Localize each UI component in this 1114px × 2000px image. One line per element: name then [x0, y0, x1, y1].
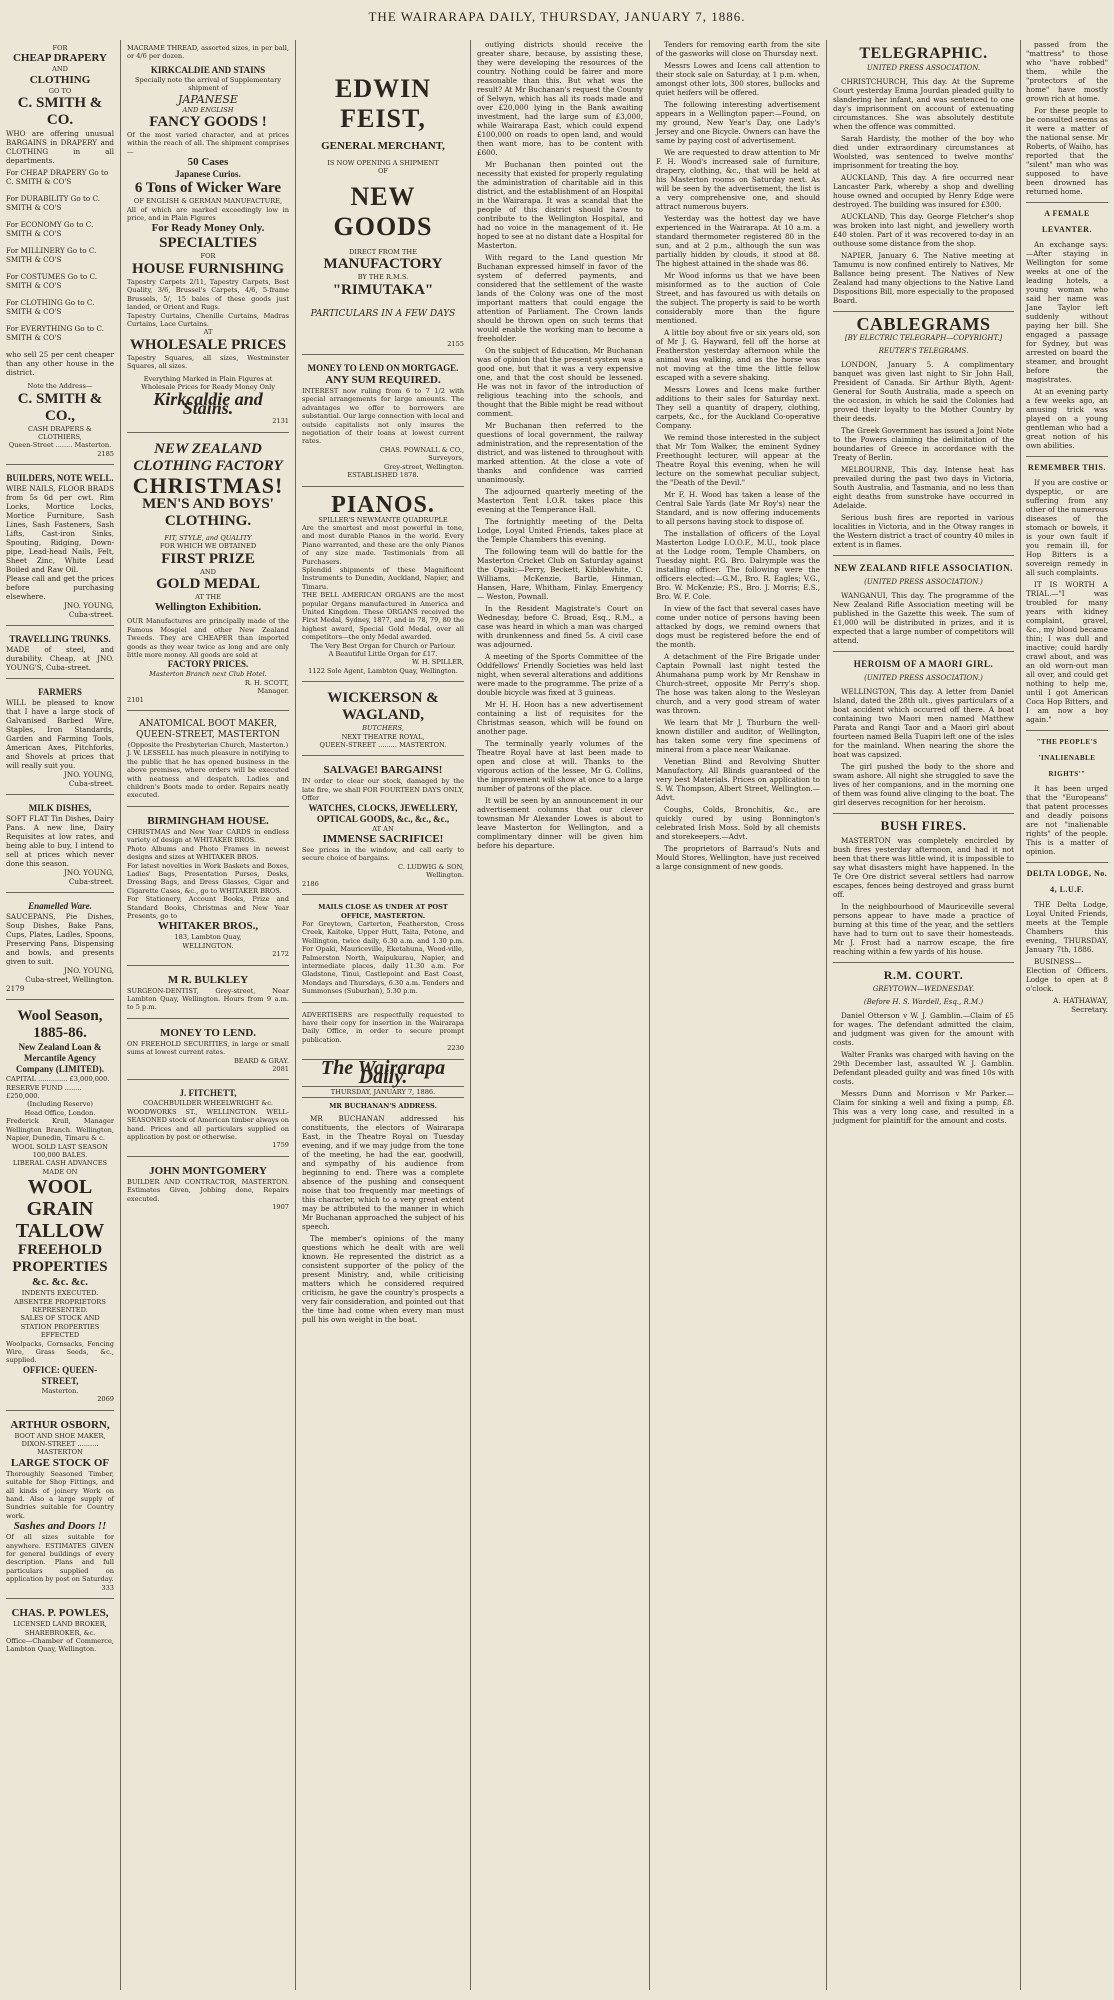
section-subheading: (UNITED PRESS ASSOCIATION.) [864, 578, 983, 586]
ad-line: INDENTS EXECUTED. [21, 1289, 99, 1298]
ad-number: 2155 [447, 339, 464, 348]
news-paragraph: We are requested to draw attention to Mr F. H. Wood's increased sale of furniture, drapery, clothing, &c., that will be held at his Masterton rooms on Saturday next. As will be seen by the advertisement, the list is a very comprehensive one, and should attract numerous buyers. [656, 148, 820, 211]
news-paragraph: At an evening party a few weeks ago, an amusing trick was played on a young gentleman who had a great notion of his own abilities. [1026, 387, 1108, 450]
ad-heading: HOUSE FURNISHING [131, 260, 285, 277]
ad-line: Note the Address— [27, 382, 93, 391]
mortgage-advert [302, 359, 464, 486]
ad-line: 183, Lambton Quay, [174, 933, 242, 942]
ad-number: 2081 [272, 1065, 289, 1073]
ad-line: AND [52, 65, 68, 74]
ad-line: OF ENGLISH & GERMAN MANUFACTURE, [133, 197, 283, 206]
ad-signature: Grey-street, Wellington. [383, 462, 464, 471]
ad-line: WELLINGTON. [182, 941, 234, 950]
ad-heading: C. SMITH & CO., [17, 390, 103, 424]
ad-line: For COSTUMES Go to C. SMITH & CO'S [6, 272, 98, 291]
news-paragraph: Messrs Dunn and Morrison v Mr Parker.—Claim for sinking a well and fixing a pump, £8. This was a very long case, and resulted in a judgment for plaintiff for the amount and costs. [833, 1089, 1014, 1125]
news-paragraph: In the neighbourhood of Mauriceville several persons appear to have made a practice of burning at this time of the year, and the settlers have had to turn out to save their homesteads. Mr J. Frost had a narrow escape, the fire reaching within a few yards of his house. [833, 902, 1014, 956]
ad-line: The Very Best Organ for Church or Parlour. [310, 641, 456, 650]
news-paragraph: The installation of officers of the Loyal Masterton Lodge I.O.O.F., M.U., took place at the Lodge room, Temple Chambers, on Tuesday night. P.G. Bro. Dalrymple was the installing officer. The following were the officers elected:—G.M., Bro. R. Eagles; V.G., Bro. W. McKenzie; P.S., Bro. J. Morris; E.S., Bro. W. F. Cole. [656, 529, 820, 601]
ad-body: CHRISTMAS and New Year CARDS in endless variety of design at WHITAKER BROS. [127, 827, 289, 845]
section-subheading: REUTER'S TELEGRAMS. [878, 347, 969, 355]
ad-line: BOOT AND SHOE MAKER, DIXON-STREET .......... MASTERTON [14, 1431, 106, 1457]
ad-line: WOOL SOLD LAST SEASON 100,000 BALES. [12, 1142, 108, 1159]
ad-line: For ECONOMY Go to C. SMITH & CO'S [6, 220, 94, 239]
ad-line: For MILLINERY Go to C. SMITH & CO'S [6, 246, 97, 265]
section-heading: REMEMBER THIS. [1026, 456, 1108, 476]
ad-signature: Manager. [257, 687, 289, 696]
news-paragraph: Yesterday was the hottest day we have experienced in the Wairarapa. At 10 a.m. a standard thermometer registered 80 in the sun, and at 2 p.m., although the sun was partially hidden by clouds, it stood at 88. The highest attained in the shade was 86. [656, 214, 820, 268]
news-paragraph: The following team will do battle for the Masterton Cricket Club on Saturday against the Opaki:—Perry, Beckett, Kibblewhite, C. Williams, McKenzie, Bartle, Hinman, Hansen, Hare, Whitham, Finlay. Emergency — Weston, Pownall. [477, 547, 643, 601]
editorial-section [302, 1056, 464, 1325]
ad-line: QUEEN-STREET ......... MASTERTON. [319, 741, 447, 750]
ad-number: 333 [101, 1583, 114, 1592]
news-paragraph: The Greek Government has issued a Joint Note to the Powers claiming the delimitation of the boundaries of Greece in accordance with the Treaty of Berlin. [833, 426, 1014, 462]
news-paragraph: Serious bush fires are reported in various localities in Victoria, and in the Otway ranges in the Western district a tract of country 40 miles in extent is in flames. [833, 513, 1014, 549]
news-paragraph: THE Delta Lodge, Loyal United Friends, meets at the Temple Chambers this evening, THURSDAY, January 7th, 1886. [1026, 900, 1108, 954]
ad-body: WIRE NAILS, FLOOR BRADS from 5s 6d per cwt. Rim Locks, Mortice Locks, Mortice Furniture, Sash Lines, Sash Fasteners, Sash Lifts, Cast-iron Sinks, Spouting, Ridging, Down-pipe, Lead-head Nails, Felt, Sheet Zinc, White Lead Boiled and Raw Oil. [6, 484, 114, 575]
ad-heading: BUILDERS, NOTE WELL. [6, 473, 114, 484]
ad-body: See prices in the window, and call early to secure choice of bargains. [302, 846, 464, 863]
ad-body: SAUCEPANS, Pie Dishes, Soup Dishes, Bake Pans, Cups, Plates, Ladles, Spoons, Preserving Pans, Dispensing and bowls, and presents given to suit. [6, 912, 114, 967]
section-subheading: GREYTOWN—WEDNESDAY. [872, 985, 975, 993]
news-paragraph: Mr Buchanan then pointed out the necessity that existed for properly regulating the administration of charitable aid in this district, and the establishment of an Hospital in the Wairarapa. It was a scandal that the people of this district should have to contribute to the Wellington Hospital, and had no voice in the management of it. He hoped to see at no distant date a Hospital for Masterton. [477, 160, 643, 250]
ad-heading: FANCY GOODS ! [149, 114, 267, 131]
news-paragraph: We learn that Mr J. Thurburn the well-known distiller and auditor, of Wellington, has taken some very fine specimens of mineral from a place near Waikanae. [656, 718, 820, 754]
ad-heading: "RIMUTAKA" [332, 281, 434, 298]
news-paragraph: The fortnightly meeting of the Delta Lodge, Loyal United Friends, takes place at the Temple Chambers this evening. [477, 517, 643, 544]
ad-line: AND ENGLISH [182, 105, 234, 114]
ad-line: Masterton Branch next Club Hotel. [149, 670, 267, 679]
montgomery-advert [127, 1161, 289, 1218]
mails-notice [302, 899, 464, 1002]
section-heading: DELTA LODGE, No. 4, L.U.F. [1026, 862, 1108, 898]
news-paragraph: NAPIER, January 6. The Native meeting at Tamumu is now confined entirely to Natives, Mr Ballance being present. The Natives of New Zealand had many objections to the Native Land Dispositions Bill, more especially to the proposed Board. [833, 251, 1014, 305]
ad-body: For latest novelties in Work Baskets and Boxes, Ladies' Bags, Presentation Purses, Desks, Dressing Bags, and Dress Glasses, Cigar and Cigarette Cases, &c., go to WHITAKER BROS. [127, 861, 289, 895]
news-paragraph: Messrs Lowes and Icens call attention to their stock sale on Saturday, at 1 p.m. when, amongst other lots, 300 stores, bullocks and quiet heifers will be offered. [656, 61, 820, 97]
ad-body: BUILDER AND CONTRACTOR, MASTERTON. Estimates Given, Jobbing done, Repairs executed. [127, 1177, 289, 1203]
notice-body: ADVERTISERS are respectfully requested to have their copy for insertion in the Wairarapa Daily Office, in order to secure prompt publication. [302, 1010, 464, 1044]
news-paragraph: An exchange says:—After staying in Wellington for some weeks at one of the leading hotels, a young woman who said her name was Jane Taylor left suddenly without paying her bill. She engaged a passage for Sydney, but was arrested on board the steamer, and brought before the magistrates. [1026, 240, 1108, 384]
ad-signature: JNO. YOUNG, [64, 601, 114, 611]
ad-line: SALES OF STOCK AND STATION PROPERTIES EFFECTED [20, 1314, 100, 1340]
ad-body: WILL be pleased to know that I have a large stock of Galvanised Barbed Wire, Staples, Iron Standards, Garden and Farming Tools, American Axes, Pitchforks, and Shovels at prices that will really suit you. [6, 698, 114, 771]
ad-heading: CHRISTMAS! [132, 472, 284, 498]
ad-body: WOODWORKS ST., WELLINGTON. WELL-SEASONED stock of American timber always on hand. Prices and all particulars supplied on application by post or otherwise. [127, 1107, 289, 1142]
ad-body: Of the most varied character, and at prices within the reach of all. The shipment comprises— [127, 131, 289, 156]
news-paragraph: Mr Buchanan then referred to the questions of local government, the railway administration, and the representation of the district, and was listened to throughout with marked attention. At the close a vote of thanks and confidence was carried unanimously. [477, 421, 643, 484]
ad-number: 2131 [272, 417, 289, 426]
news-paragraph: LONDON, January 5. A complimentary banquet was given last night to Sir John Hall, President of Canada. Sir Arthur Blyth, Agent-General for South Australia, made a speech on the occasion, in which he said the Colonies had proved their loyalty to the Mother Country by their deeds. [833, 360, 1014, 423]
milk-advert [6, 799, 114, 893]
money-advert [127, 1023, 289, 1081]
section-heading: A FEMALE LEVANTER. [1026, 202, 1108, 238]
paper-title: The Wairarapa Daily. [320, 1056, 446, 1088]
farmers-advert [6, 683, 114, 795]
ad-heading: MEN'S AND BOYS' CLOTHING. [142, 495, 274, 529]
news-paragraph: passed from the "mattress" to those who "have robbed" them, while the "protectors of the home" have mostly grown rich at home. [1026, 40, 1108, 103]
ad-line: For CHEAP DRAPERY Go to C. SMITH & CO'S [6, 168, 109, 187]
news-paragraph: Mr Wood informs us that we have been misinformed as to the auction of Cole Street, and has favoured us with details on the subject. The property is said to be worth considerably more than the figure mentioned. [656, 271, 820, 325]
section-heading: CABLEGRAMS [833, 311, 1014, 332]
ad-body: ON FREEHOLD SECURITIES, in large or small sums at lowest current rates. [127, 1039, 289, 1057]
section-subheading: UNITED PRESS ASSOCIATION. [866, 64, 981, 72]
news-paragraph: MASTERTON was completely encircled by bush fires yesterday afternoon, and had it not been that there was little wind, it is impossible to say what disasters might have happened. In the Te Ore Ore district several settlers had narrow escapes, fences being destroyed and grass burnt off. [833, 836, 1014, 899]
column-2 [121, 40, 295, 1990]
ad-line: RESERVE FUND ........ £250,000. [6, 1083, 82, 1101]
news-paragraph: BUSINESS—Election of Officers. Lodge to open at 8 o'clock. [1026, 957, 1108, 993]
ad-heading: TALLOW [15, 1220, 105, 1243]
ad-heading: WHOLESALE PRICES [129, 336, 287, 353]
ad-body: SOFT FLAT Tin Dishes, Dairy Pans. A new line, Dairy Requisites at low rates, and being able to buy, I intend to sell at prices which never done this season. [6, 814, 114, 869]
ad-heading: EDWIN FEIST, [334, 74, 431, 133]
ad-line: BUTCHERS, [362, 724, 404, 733]
ad-body: Splendid shipments of these Magnificent Instruments to Dunedin, Auckland, Napier, and Timaru. [302, 565, 464, 591]
news-paragraph: AUCKLAND, This day. A fire occurred near Lancaster Park, whereby a shop and dwelling house owned and occupied by Henry Edge were destroyed. The building was insured for £300. [833, 173, 1014, 209]
news-paragraph: outlying districts should receive the greater share, because, by assisting these, they were developing the resources of the country. Nothing could be fairer and more reasonable than this. But what was the result? At Mr Buchanan's request the County of Selwyn, which has all its roads made and over £20,000 lying in the Bank awaiting investment, had the large sum of £3,000, while Wairarapa East, which could expend £100,000 on roads to open land, and would then want more, has to be content with £600. [477, 40, 643, 157]
ad-body: THE BELL AMERICAN ORGANS are the most popular Organs manufactured in America and United Kingdom. These ORGANS received the First Medal, Sydney, 1877, and in 78, 79, 80 the highest award, Special Gold Medal, over all competitors—the only Medal awarded. [302, 591, 464, 642]
ad-line: BY THE R.M.S. [357, 273, 409, 282]
ad-heading: SALVAGE! BARGAINS! [323, 764, 443, 777]
news-paragraph: Sarah Hardisty, the mother of the boy who died under extraordinary circumstances at Woolsted, was sentenced to twelve months' imprisonment for treating the boy. [833, 134, 1014, 170]
ad-heading: MONEY TO LEND ON MORTGAGE. [307, 363, 459, 374]
ad-line: Masterton. [41, 1386, 79, 1395]
section-heading: BUSH FIRES. [833, 813, 1014, 834]
section-heading: TELEGRAPHIC. [859, 45, 988, 62]
ad-heading: JOHN MONTGOMERY [149, 1164, 267, 1177]
ad-heading: Sashes and Doors !! [13, 1520, 107, 1533]
ad-number: 2185 [97, 449, 114, 458]
news-paragraph: Tenders for removing earth from the site of the gasworks will close on Thursday next. [656, 40, 820, 58]
ad-line: For EVERYTHING Go to C. SMITH & CO'S [6, 324, 104, 343]
ad-heading: SPECIALTIES [159, 235, 257, 252]
ad-signature: CHAS. POWNALL & CO., [379, 445, 464, 454]
ad-heading: Wool Season, 1885-86. [17, 1008, 103, 1042]
ad-line: LICENSED LAND BROKER, SHAREBROKER, &c. [13, 1620, 107, 1637]
advertisers-notice [302, 1007, 464, 1060]
ad-body: WHO are offering unusual BARGAINS in DRAPERY and CLOTHING in all departments. [6, 129, 114, 166]
news-paragraph: If you are costive or dyspeptic, or are suffering from any other of the numerous diseases of the stomach or bowels, it is your own fault if you remain ill, for Hop Bitters is a sovereign remedy in all such complaints. [1026, 478, 1108, 577]
ad-body: For Stationery, Account Books, Prize and Standard Books, Christmas and New Year Presents, go to [127, 895, 289, 920]
ad-signature: Cuba-street, Wellington. [25, 975, 114, 985]
smith-advert [6, 40, 114, 465]
column-4 [471, 40, 649, 1990]
news-paragraph: On the subject of Education, Mr Buchanan was of opinion that the present system was a good one, but that it was a very expensive one, and that the cost should be lessened. He was not in favor of the introduction of religious teaching into the schools, and thought that the Bible might be read without comment. [477, 346, 643, 418]
article-title: MR BUCHANAN'S ADDRESS. [329, 1102, 437, 1110]
ad-body: IN order to clear our stock, damaged by the late fire, we shall FOR FOURTEEN DAYS ONLY, Offer [302, 777, 464, 803]
ad-heading: CHAS. P. POWLES, [11, 1607, 109, 1620]
ad-body: who sell 25 per cent cheaper than any other house in the district. [6, 350, 114, 378]
ad-body: All of which are marked exceedingly low in price, and in Plain Figures [127, 205, 289, 223]
ad-heading: WICKERSON & WAGLAND, [327, 690, 439, 724]
ad-body: Please call and get the prices before purchasing elsewhere. [6, 574, 114, 602]
news-paragraph: The terminally yearly volumes of the Theatre Royal have at last been made to open and close at will. Thanks to the vigorous action of the lessee, Mr G. Collins, the improvement will show at once to a large number of patrons of the place. [477, 739, 643, 793]
notice-heading: MAILS CLOSE AS UNDER AT POST OFFICE, MASTERTON. [318, 903, 448, 920]
column-7 [1020, 40, 1114, 1990]
ad-heading: NEW ZEALAND CLOTHING FACTORY [133, 440, 283, 474]
news-paragraph: IT IS WORTH A TRIAL.—"I was troubled for many years with kidney complaint, gravel, &c., my blood became thin; I was dull and inactive; could hardly crawl about, and was an old worn-out man all over, and could get nothing to help me, until I got American Coca Hop Bitters, and I am now a boy again." [1026, 580, 1108, 724]
ad-body: INTEREST now ruling from 6 to 7 1/2 with special arrangements for large amounts. The advantages we offer to borrowers are substantial. Our large connection with local and outside capitalists not only insures the negotiation of their loans at lowest current rates. [302, 387, 464, 446]
ad-line: IS NOW OPENING A SHIPMENT [327, 159, 439, 167]
powles-advert [6, 1603, 114, 1660]
ad-line: PARTICULARS IN A FEW DAYS [310, 308, 456, 319]
ad-number: 2101 [127, 695, 144, 704]
news-paragraph: WELLINGTON, This day. A letter from Daniel Island, dated the 28th ult., gives particulars of a boat accident which occurred off there. A boat containing two Maori men named Matthew Parata and Rangi Taor and a Maori girl about fourteen named Bella Tuapiri left one of the isles for the mainland. When nearing the shore the boat was capsized. [833, 687, 1014, 759]
ad-line: CAPITAL .............. £3,000,000. [6, 1075, 110, 1084]
ad-heading: JAPANESE [178, 92, 238, 106]
trunks-advert [6, 630, 114, 679]
news-paragraph: Walter Franks was charged with having on the 29th December last, assaulted W. J. Gamblin. Defendant pleaded guilty and was fined 10s with costs. [833, 1050, 1014, 1086]
ad-body: MADE of steel, and durability. Cheap, at JNO. YOUNG'S, Cuba-street. [6, 645, 114, 673]
ad-line: SPILLER'S NEWMANTE QUADRUPLE [318, 515, 448, 524]
ad-body: Thoroughly Seasoned Timber, suitable for Shop Fittings, and all kinds of joinery Work on hand. Also a large supply of Sundries suitable for Country work. [6, 1469, 114, 1520]
ad-heading: M R. BULKLEY [167, 973, 249, 986]
ad-heading: NEW GOODS [333, 181, 433, 241]
ad-signature: C. LUDWIG & SON, [398, 862, 464, 871]
ad-number: 1759 [272, 1141, 289, 1150]
ad-body: Woolpacks, Cornsacks, Fencing Wire, Grass Seeds, &c., supplied. [6, 1339, 114, 1365]
ad-heading: OFFICE: QUEEN-STREET, [22, 1364, 98, 1386]
ad-line: Queen-Street ........ Masterton. [8, 441, 112, 450]
anatomical-advert [127, 715, 289, 807]
ad-line: FOR WHICH WE OBTAINED [159, 542, 257, 551]
ad-line: ABSENTEE PROPRIETORS REPRESENTED. [14, 1297, 106, 1314]
ad-heading: GOLD MEDAL [156, 575, 260, 592]
ad-heading: CLOTHING [29, 73, 91, 86]
news-paragraph: CHRISTCHURCH, This day. At the Supreme Court yesterday Emma Jourdan pleaded guilty to slandering her infant, and was sentenced to one day's imprisonment on account of extenuating circumstances. She was absolutely destitute when the offence was committed. [833, 77, 1014, 131]
ad-signature: Surveyors, [428, 454, 464, 463]
wickerson-advert [302, 686, 464, 756]
ad-body: MACRAME THREAD, assorted sizes, in per ball, or 4/6 per dozen. [127, 44, 289, 61]
article-paragraph: The member's opinions of the many questions which he dealt with are well known. He represented the district as a consistent supporter of the policy of the present Ministry, and, while criticising matters which he considered required criticism, he gave the country's prospects a very fair consideration, and pointed out that the time had come when every man must pull his own weight in the boat. [302, 1234, 464, 1325]
ad-heading: GRAIN [26, 1198, 94, 1221]
wool-advert [6, 1004, 114, 1410]
ad-line: CASH DRAPERS & CLOTHIERS, [28, 424, 92, 442]
ad-heading: MONEY TO LEND. [159, 1026, 257, 1039]
news-paragraph: A detachment of the Fire Brigade under Captain Pownall last night tested the Ahumahana pump work by Mr Renshaw in Church-street, opposite Mr Perry's shop. The hose was taken along to the Wesleyan church, and a very good stream of water was thrown. [656, 652, 820, 715]
news-paragraph: MELBOURNE, This day. Intense heat has prevailed during the past two days in Victoria, South Australia, and Tasmania, and no less than eight deaths from sunstroke have occurred in Adelaide. [833, 465, 1014, 510]
news-paragraph: It has been urged that the "Europeans" that patent processes and deadly poisons are not "inalienable rights" of the people. This is a matter of opinion. [1026, 784, 1108, 856]
ad-heading: MANUFACTORY [323, 256, 443, 273]
ad-body: J. W. LESSELL has much pleasure in notifying to the public that he has opened business in the above premises, where orders will be executed with neatness and despatch. Ladies and children's Boots made to order. Repairs neatly executed. [127, 749, 289, 800]
news-paragraph: The adjourned quarterly meeting of the Masterton Tent I.O.R. takes place this evening at the Temperance Hall. [477, 487, 643, 514]
ad-signature: W. H. SPILLER, [412, 658, 464, 667]
ad-heading: For Ready Money Only. [151, 222, 265, 235]
ad-heading: C. SMITH & CO. [17, 95, 103, 129]
ad-heading: ARTHUR OSBORN, [10, 1418, 110, 1431]
ad-line: AT THE [195, 592, 221, 601]
ad-heading: PROPERTIES [12, 1259, 108, 1276]
news-paragraph: The proprietors of Barraud's Nuts and Mould Stores, Wellington, have just received a large consignment of new goods. [656, 844, 820, 871]
ad-line: LIBERAL CASH ADVANCES MADE ON [12, 1159, 108, 1176]
news-paragraph: Messrs Lowes and Icens make further additions to their sales for Saturday next. They sell a quantity of drapery, clothing, carpets, &c., for the Auckland Co-operative Company. [656, 385, 820, 430]
section-heading: NEW ZEALAND RIFLE ASSOCIATION. [833, 555, 1014, 576]
column-6 [827, 40, 1020, 1990]
ad-signature: R. H. SCOTT, [244, 678, 289, 687]
salvage-advert [302, 760, 464, 895]
section-subheading: (UNITED PRESS ASSOCIATION.) [864, 674, 983, 682]
ad-number: 1907 [272, 1203, 289, 1212]
notice-body: For Greytown, Carterton, Featherston, Cross Creek, Kaitoke, Upper Hutt, Taita, Petone, and Wellington, twice daily, 6.30 a.m. and 1.30 p.m. For Opaki, Mauriceville, Eketahuna, Wood-ville, Palmerston North, Waipukurau, Napier, and intermediate places, daily 11.30 a.m. For Gladstone, Tinui, Castlepoint and East Coast, Mondays and Thursdays, 6.30 a.m. Tenders and Summonses (Suburban), 5.30 p.m. [302, 919, 464, 996]
section-heading: R.M. COURT. [833, 962, 1014, 983]
ad-line: Specially note the arrival of Supplementary shipment of [135, 75, 281, 93]
ad-heading: KIRKCALDIE AND STAINS [150, 64, 266, 75]
ad-heading: TRAVELLING TRUNKS. [9, 634, 111, 645]
feist-advert [302, 40, 464, 355]
ad-line: (Opposite the Presbyterian Church, Masterton.) [127, 741, 289, 750]
ad-body: OUR Manufactures are principally made of the Famous Mosgiel and other New Zealand Tweeds. They are CHEAPER than imported goods as they wear twice as long and are only little more money. All goods are sold at [127, 617, 289, 659]
news-paragraph: AUCKLAND, This day. George Fletcher's shop was broken into last night, and jewellery worth £40 stolen. Part of it was recovered to-day in an outhouse some distance from the shop. [833, 212, 1014, 248]
ad-signature: Cuba-street. [68, 877, 114, 887]
ad-signature: JNO. YOUNG, [64, 868, 114, 878]
ad-heading: FARMERS [38, 687, 82, 698]
fitchett-advert [127, 1084, 289, 1156]
ad-heading: PIANOS. [331, 491, 435, 518]
ad-body: Tapestry Squares, all sizes, Westminster Squares, all sizes. [127, 353, 289, 371]
news-paragraph: In view of the fact that several cases have come under notice of persons having been attacked by dogs, we remind owners that dogs must be registered before the end of the month. [656, 604, 820, 649]
ad-heading: ANY SUM REQUIRED. [325, 374, 441, 387]
osborn-advert [6, 1415, 114, 1600]
ad-signature: Cuba-street. [68, 779, 114, 789]
ad-line: FOR [52, 44, 68, 52]
ad-heading: WOOL [27, 1176, 93, 1199]
news-paragraph: Venetian Blind and Revolving Shutter Manufactory. All Blinds guaranteed of the very best Materials. Prices on application to S. W. Thompson, Albert Street, Wellington.—Advt. [656, 757, 820, 802]
ad-number: 2172 [272, 950, 289, 959]
ad-heading: BIRMINGHAM HOUSE. [147, 814, 269, 827]
ad-heading: 6 Tons of Wicker Ware [134, 180, 282, 197]
paper-date: THURSDAY, JANUARY 7, 1886. [302, 1086, 464, 1098]
clothing-factory-advert [127, 437, 289, 711]
ad-signature: Secretary. [1071, 1005, 1108, 1014]
ad-heading: J. FITCHETT, [179, 1088, 237, 1099]
ad-line: COACHBUILDER WHEELWRIGHT &c. [142, 1099, 274, 1108]
ad-body: Photo Albums and Photo Frames in newest designs and sizes at WHITAKER BROS. [127, 844, 289, 862]
masthead: THE WAIRARAPA DAILY, THURSDAY, JANUARY 7, 1886. [368, 9, 746, 24]
ad-line: For CLOTHING Go to C. SMITH & CO'S [6, 298, 95, 317]
ad-heading: CHEAP DRAPERY [12, 52, 108, 65]
ad-line: (Including Reserve) [27, 1100, 93, 1109]
ad-heading: WHITAKER BROS., [157, 920, 259, 933]
birmingham-advert [127, 811, 289, 966]
article-paragraph: MR BUCHANAN addressed his constituents, the electors of Wairarapa East, in the Theatre Royal on Tuesday evening, and if we may judge from the tone of the meeting, he had the ear, goodwill, and sympathy of his audience from beginning to end. There was a complete absence of the pushing and consequent noise that too frequently mar meetings of this character, which to a very great extent may be attributed to the manner in which Mr Buchanan approached the subject of his speech. [302, 1114, 464, 1232]
ad-signature: BEARD & GRAY. [233, 1056, 289, 1065]
ad-line: AND [200, 567, 216, 576]
news-paragraph: The girl pushed the body to the shore and swam ashore. All night she struggled to save the lives of her companions, and in the morning one of them was found alive clinging to the boat. The girl deserves recognition for her heroism. [833, 762, 1014, 807]
ad-line: DIRECT FROM THE [349, 247, 417, 256]
ad-body: Tapestry Curtains, Chenille Curtains, Madras Curtains, Lace Curtains. [127, 311, 289, 328]
kirkcaldie-advert [127, 40, 289, 433]
news-paragraph: It will be seen by an announcement in our advertisement columns that our clever townsman Mr Alexander Lowes is about to leave Masterton for Wellington, and a complimentary dinner will be given him before his departure. [477, 796, 643, 850]
ad-heading: ANATOMICAL BOOT MAKER, QUEEN-STREET, MASTERTON [136, 719, 280, 741]
ad-signature: JNO. YOUNG, [64, 770, 114, 780]
ad-line: GO TO [48, 86, 72, 95]
section-subheading: (Before H. S. Wardell, Esq., R.M.) [863, 998, 984, 1006]
ad-number: 2186 [302, 879, 319, 888]
ad-body: SURGEON-DENTIST, Grey-street, Near Lambton Quay, Wellington. Hours from 9 a.m. to 5 p.m. [127, 986, 289, 1012]
news-paragraph: In the Resident Magistrate's Court on Wednesday, before C. Broad, Esq., R.M., a case was heard in which a man was charged with drunkenness and fined 5s. A civil case was adjourned. [477, 604, 643, 649]
ad-body: Tapestry Carpets 2/11, Tapestry Carpets, Best Quality, 3/6, Brussel's Carpets, 4/6, 5-frame Brussels, 5/, 15 bales of these goods just landed, or Orient and Rugs. [127, 277, 289, 312]
ad-heading: MILK DISHES, [28, 803, 92, 814]
ad-line: Everything Marked in Plain Figures at Wholesale Prices for Ready Money Only [141, 374, 275, 391]
ad-line: AT [203, 328, 213, 337]
section-subheading: [BY ELECTRIC TELEGRAPH—COPYRIGHT.] [844, 334, 1003, 342]
ad-line: A Beautiful Little Organ for £17. [328, 650, 438, 658]
ad-heading: LARGE STOCK OF [10, 1456, 110, 1469]
news-paragraph: With regard to the Land question Mr Buchanan expressed himself in favor of the system of deferred payments, and considered that the settlement of the waste lands of the Colony was one of the most important matters that could engage the attention of Parliament. The Crown lands should be thrown open on such terms that would enable the working man to become a freeholder. [477, 253, 643, 343]
ad-line: FOR [200, 252, 216, 261]
ad-signature: JNO. YOUNG, [64, 966, 114, 976]
ad-line: ESTABLISHED 1878. [347, 471, 419, 480]
ad-line: NEXT THEATRE ROYAL, [341, 732, 425, 741]
section-heading: HEROISM OF A MAORI GIRL. [833, 651, 1014, 672]
ad-body: Office—Chamber of Commerce, Lambton Quay, Wellington. [6, 1636, 114, 1654]
ad-heading: GENERAL MERCHANT, [321, 140, 445, 152]
ad-body: Of all sizes suitable for anywhere. ESTIMATES GIVEN for general buildings of every description. Plans and full particulars supplied on application by post on Saturday. [6, 1533, 114, 1584]
ad-signature: A. HATHAWAY, [1053, 996, 1108, 1005]
ad-heading: Enamelled Ware. [28, 901, 92, 912]
news-paragraph: For these people to be consulted seems as it were a matter of the national sense. Mr Roberts, of Waiho, has reported that the "silent" man who was supposed to have been drowned has returned home. [1026, 106, 1108, 196]
ad-heading: Wellington Exhibition. [154, 601, 262, 614]
builders-advert [6, 469, 114, 626]
news-paragraph: The following interesting advertisement appears in a Wellington paper:—Found, on my ground, New Year's Day, one Lady's Jersey and one Bicycle. Owners can have the same by paying cost of advertisement. [656, 100, 820, 145]
ad-heading: FIRST PRIZE [161, 550, 255, 567]
ad-line: For DURABILITY Go to C. SMITH & CO'S [6, 194, 101, 213]
ad-number: 2230 [447, 1044, 464, 1053]
ad-body: Frederick Krull, Manager Wellington Branch. Wellington, Napier, Dunedin, Timaru & c. [6, 1117, 114, 1143]
ad-signature: Cuba-street. [68, 610, 114, 620]
news-paragraph: A meeting of the Sports Committee of the Oddfellows' Friendly Societies was held last night, when several alterations and additions were made to the programme. The prize of a double bicycle was fixed at 3 guineas. [477, 652, 643, 697]
ad-signature: Wellington. [426, 871, 464, 880]
news-paragraph: We remind those interested in the subject that Mr Tom Walker, the eminent Sydney Freethought lecturer, will appear at the Theatre Royal this evening, when he will lecture on the somewhat peculiar subject, the "Death of the Devil." [656, 433, 820, 487]
ad-line: OF [378, 167, 388, 176]
pianos-advert [302, 491, 464, 683]
ad-heading: 50 Cases [187, 156, 229, 169]
column-1 [0, 40, 120, 1990]
news-paragraph: Daniel Otterson v W. J. Gamblin.—Claim of £5 for wages. The defendant admitted the claim, and judgment was given for the amount with costs. [833, 1011, 1014, 1047]
ad-line: 1122 Sole Agent, Lambton Quay, Wellington. [308, 666, 458, 675]
ad-line: FIT, STYLE, and QUALITY [164, 533, 252, 542]
column-5 [650, 40, 826, 1990]
bulkley-advert [127, 970, 289, 1019]
ad-body: Are the smartest and most powerful in tone, and most durable Pianos in the world. Every Piano warranted, and these are the only Pianos of any size made. Testimonials from all Purchasers. [302, 523, 464, 566]
ad-heading: New Zealand Loan & Mercantile Agency Company (LIMITED). [15, 1042, 104, 1075]
section-heading: "THE PEOPLE'S 'INALIENABLE RIGHTS'" [1026, 730, 1108, 782]
ad-line: Head Office, London. [24, 1108, 96, 1117]
ad-heading: FREEHOLD [17, 1242, 103, 1259]
ad-signature: Kirkcaldie and Stains. [153, 389, 263, 419]
ad-number: 2179 [6, 984, 25, 994]
ad-heading: FACTORY PRICES. [167, 659, 249, 670]
enamelled-advert [6, 897, 114, 1000]
news-paragraph: Coughs, Colds, Bronchitis, &c., are quickly cured by using Bonnington's celebrated Irish Moss. Sold by all chemists and storekeepers.—Advt. [656, 805, 820, 841]
ad-heading: &c. &c. &c. [32, 1276, 88, 1289]
news-paragraph: Mr H. H. Hoon has a new advertisement containing a list of requisites for the Christmas season, which will be found on another page. [477, 700, 643, 736]
news-paragraph: A little boy about five or six years old, son of Mr J. G. Hayward, fell off the horse at Featherston yesterday afternoon while the animal was walking, and as the horse was not moving at the time the little fellow escaped with a severe shaking. [656, 328, 820, 382]
ad-number: 2069 [97, 1395, 114, 1404]
ad-heading: Japanese Curios. [175, 169, 241, 180]
news-paragraph: WANGANUI, This day. The programme of the New Zealand Rifle Association meeting will be published in the Gazette this week. The sum of £1,000 will be distributed in prizes, and it is expected that a large number of competitors will attend. [833, 591, 1014, 645]
ad-heading: WATCHES, CLOCKS, JEWELLERY, OPTICAL GOODS, &c., &c., &c., [308, 802, 458, 824]
news-paragraph: Mr F. H. Wood has taken a lease of the Central Sale Yards (late Mr Roy's) near the Standard, and is now offering inducements to all persons having stock to dispose of. [656, 490, 820, 526]
ad-heading: IMMENSE SACRIFICE! [322, 833, 444, 846]
ad-line: AT AN [372, 824, 394, 833]
column-3 [296, 40, 470, 1990]
